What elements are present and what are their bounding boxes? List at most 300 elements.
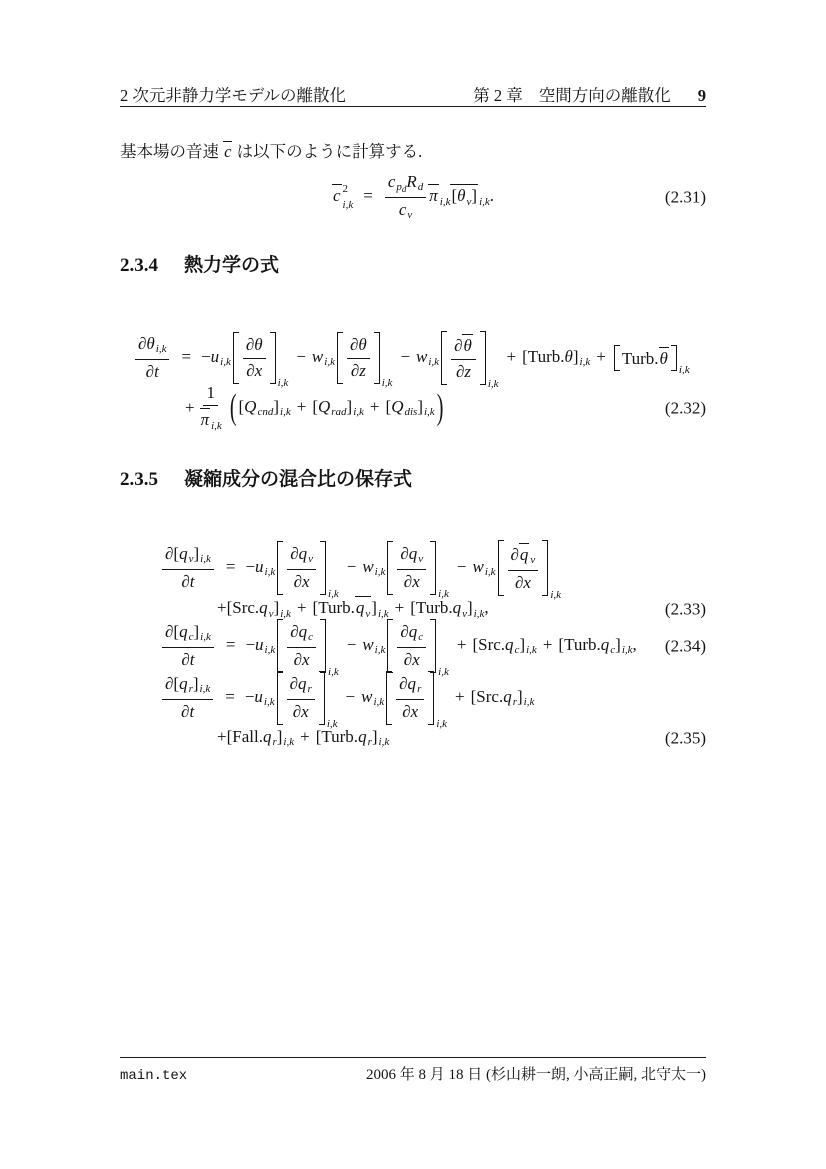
fraction-numerator	[508, 542, 539, 571]
section-heading-2-3-5	[120, 464, 412, 491]
math-subscript: i,k	[220, 356, 231, 369]
section-number: 2.3.5	[120, 469, 158, 490]
math-subscript: c	[188, 631, 194, 644]
math-text: −	[245, 634, 256, 654]
math-subscript: c	[610, 644, 616, 657]
math-operator: =	[225, 634, 236, 654]
math-run	[341, 556, 386, 580]
bracket-content	[283, 671, 319, 725]
fraction-numerator	[397, 621, 426, 648]
math-text: .	[489, 186, 495, 206]
math-variable: c	[224, 142, 232, 161]
intro-text	[120, 138, 422, 162]
intro-post: は以下のように計算する.	[232, 142, 423, 161]
math-run	[660, 349, 668, 369]
math-fraction	[162, 543, 214, 593]
math-overline	[355, 596, 371, 620]
math-run	[340, 686, 385, 710]
math-text: [Turb.	[558, 634, 601, 654]
bracket-content	[447, 331, 480, 385]
math-text: ]	[273, 598, 280, 618]
math-run	[404, 650, 420, 670]
math-subscript: i,k	[342, 198, 354, 211]
equation-2-31	[120, 167, 706, 227]
math-subscript: v	[418, 553, 424, 566]
math-text: ]	[467, 598, 473, 618]
math-subscript: cnd	[257, 406, 274, 419]
math-text: ]	[273, 396, 280, 416]
fraction-numerator	[287, 621, 316, 648]
math-run	[520, 545, 529, 565]
math-text: ,	[632, 634, 637, 654]
math-text: 1	[206, 382, 215, 402]
math-text: ]	[193, 543, 200, 563]
math-variable: Q	[317, 396, 331, 416]
math-variable: q	[262, 726, 272, 746]
math-operator: +	[300, 726, 310, 746]
math-variable: q	[358, 726, 367, 746]
equation-number: (2.35)	[664, 728, 706, 748]
right-bracket	[671, 345, 677, 371]
page-number: 9	[697, 86, 706, 105]
fraction-denominator	[401, 570, 423, 593]
math-text: ]	[276, 726, 283, 746]
math-variable: ∂z	[350, 360, 366, 380]
math-subscript: r	[272, 736, 277, 749]
math-run	[451, 556, 496, 580]
bracket-content	[620, 345, 671, 371]
bracket-content	[504, 540, 543, 596]
intro-pre: 基本場の音速	[120, 142, 224, 161]
section-heading-2-3-4	[120, 250, 279, 277]
math-text: ]	[371, 598, 377, 618]
right-bracket	[374, 332, 380, 384]
math-subscript: dis	[404, 406, 418, 419]
bracket-group	[614, 345, 690, 377]
math-subscript: c	[514, 644, 520, 657]
math-variable: ∂	[165, 673, 174, 693]
math-run	[294, 650, 310, 670]
right-bracket	[480, 331, 486, 385]
math-run	[246, 335, 263, 355]
math-run	[399, 674, 421, 697]
math-run	[449, 686, 534, 710]
math-variable: θ	[564, 346, 573, 366]
math-text: ,	[484, 598, 489, 618]
math-text: −	[201, 346, 211, 366]
math-variable: ∂θ	[138, 333, 155, 353]
math-subscript: i,k	[374, 566, 386, 579]
math-operator: =	[363, 185, 373, 205]
fraction-numerator	[203, 382, 218, 406]
bracket-subscript: i,k	[438, 588, 449, 601]
bracket-group	[387, 619, 449, 679]
right-bracket	[320, 619, 326, 673]
math-variable: ∂q	[290, 543, 308, 563]
math-subscript: i,k	[423, 406, 435, 419]
bracket-group	[386, 671, 448, 731]
math-supsub	[343, 184, 354, 211]
fraction-denominator	[178, 648, 197, 671]
math-run	[333, 186, 341, 206]
fraction-numerator	[162, 543, 214, 570]
math-run	[456, 362, 471, 382]
fraction-numerator	[162, 673, 213, 700]
math-subscript: v	[308, 553, 314, 566]
math-run	[138, 334, 166, 357]
math-subscript: i,k	[324, 356, 335, 369]
math-text: ]	[417, 396, 423, 416]
math-operator: +	[506, 346, 517, 366]
page-footer	[120, 1063, 706, 1084]
math-variable: u	[210, 346, 220, 366]
math-fraction	[197, 382, 225, 434]
math-subscript: i,k	[579, 356, 591, 369]
equation-2-32-line-1	[120, 329, 706, 391]
math-run	[388, 172, 423, 195]
math-subscript: i,k	[280, 607, 291, 620]
math-run	[622, 347, 669, 369]
math-run	[332, 184, 383, 211]
math-subscript: i,k	[280, 406, 291, 419]
math-operator: +	[596, 346, 606, 366]
math-variable: c	[387, 171, 396, 191]
math-variable: u	[255, 556, 264, 576]
math-overline	[462, 334, 472, 356]
math-text: [	[312, 396, 318, 416]
fraction-denominator	[178, 570, 197, 593]
section-number: 2.3.4	[120, 255, 158, 276]
bracket-content	[393, 541, 430, 595]
math-subscript: i,k	[621, 644, 633, 657]
math-subscript: i,k	[378, 736, 390, 749]
bracket-group	[387, 541, 449, 601]
math-subscript: i,k	[264, 566, 276, 579]
fraction-numerator	[396, 673, 424, 700]
fraction-numerator	[243, 334, 266, 358]
math-fraction	[135, 333, 169, 383]
math-subscript: c	[308, 631, 314, 644]
math-subscript: i,k	[264, 644, 276, 657]
bracket-subscript: i,k	[550, 589, 562, 602]
math-run	[351, 361, 366, 381]
chapter-section-title: 空間方向の離散化	[538, 86, 671, 105]
math-run	[294, 572, 310, 592]
math-subscript: r	[417, 683, 422, 696]
header-rule	[120, 106, 706, 107]
math-variable: ∂x	[514, 572, 531, 592]
math-run	[217, 726, 389, 750]
equation-number: (2.34)	[664, 636, 706, 656]
math-run	[216, 634, 275, 658]
math-subscript: v	[188, 553, 194, 566]
math-run	[463, 336, 471, 356]
math-fraction	[508, 542, 539, 594]
paren-content	[239, 396, 435, 420]
fraction-numerator	[385, 171, 426, 198]
math-fraction	[397, 543, 426, 593]
fraction-denominator	[291, 648, 313, 671]
math-variable: ∂z	[455, 361, 471, 381]
math-subscript: rad	[331, 406, 347, 419]
math-text: [Turb.	[522, 346, 565, 366]
math-run	[181, 650, 194, 670]
math-text: ]	[572, 346, 579, 366]
math-variable: q	[519, 544, 529, 564]
fraction-denominator	[396, 198, 415, 224]
equation-number: (2.31)	[664, 187, 706, 207]
fraction-numerator	[397, 543, 426, 570]
math-run	[215, 686, 274, 710]
math-variable: w	[472, 556, 484, 576]
math-text: ]	[346, 396, 353, 416]
math-overline	[332, 184, 342, 206]
bracket-subscript: i,k	[277, 377, 289, 390]
bracket-subscript: i,k	[436, 718, 448, 731]
equation-2-35-line-1	[120, 671, 706, 731]
math-variable: q	[179, 673, 188, 693]
math-operator: +	[296, 598, 307, 618]
math-fraction	[287, 673, 315, 723]
math-fraction	[162, 621, 214, 671]
math-variable: c	[398, 199, 407, 219]
math-variable: q	[505, 634, 514, 654]
math-subscript: i,k	[439, 195, 451, 208]
fraction-denominator	[453, 360, 474, 383]
math-text: ]	[517, 686, 523, 706]
math-fraction	[347, 334, 370, 382]
math-operator: +	[456, 634, 467, 654]
fraction-numerator	[347, 334, 370, 358]
math-variable: u	[254, 686, 263, 706]
math-subscript: v	[530, 554, 536, 567]
math-fraction	[397, 621, 426, 671]
math-variable: ∂	[165, 543, 174, 563]
math-operator: −	[456, 556, 467, 576]
math-text: −	[244, 686, 255, 706]
fraction-numerator	[162, 621, 214, 648]
math-variable: ∂q	[400, 621, 418, 641]
math-text: [Turb.	[312, 598, 355, 618]
math-variable: w	[416, 346, 428, 366]
math-run	[356, 598, 370, 620]
math-variable: q	[179, 621, 188, 641]
math-subscript: i,k	[473, 607, 485, 620]
right-bracket	[320, 541, 326, 595]
math-operator: +	[455, 686, 465, 706]
math-run	[171, 346, 230, 370]
equation-2-34	[120, 619, 706, 679]
math-subscript: i,k	[211, 419, 222, 432]
math-operator: +	[542, 634, 553, 654]
math-fraction	[396, 673, 424, 723]
fraction-denominator	[290, 700, 312, 723]
math-text: [Src.	[470, 686, 504, 706]
math-text: ]	[615, 634, 621, 654]
math-variable: ∂x	[246, 360, 263, 380]
math-run	[293, 702, 309, 722]
math-variable: ∂t	[181, 571, 195, 591]
math-variable: q	[259, 598, 268, 618]
math-superscript: 2	[342, 182, 349, 195]
math-operator: +	[296, 396, 307, 416]
math-run	[454, 334, 473, 356]
math-run	[290, 346, 335, 370]
math-run	[350, 335, 367, 355]
math-variable: c	[332, 185, 341, 205]
math-sub-subscript: d	[401, 183, 407, 194]
math-run	[429, 186, 438, 206]
math-text: [	[173, 673, 180, 693]
fraction-denominator	[348, 359, 369, 382]
math-run	[246, 361, 262, 381]
math-text: [Turb.	[410, 598, 453, 618]
math-operator: =	[181, 346, 192, 366]
math-run	[402, 702, 418, 722]
math-variable: ∂q	[290, 621, 308, 641]
math-variable: w	[362, 634, 374, 654]
math-subscript: i,k	[200, 553, 211, 566]
math-variable: ∂t	[181, 701, 195, 721]
math-operator: +	[369, 396, 380, 416]
math-subscript: i,k	[283, 736, 295, 749]
math-run	[165, 674, 210, 697]
right-bracket	[428, 671, 434, 725]
section-title: 凝縮成分の混合比の保存式	[184, 469, 413, 490]
math-text: [	[451, 186, 458, 206]
bracket-subscript: i,k	[381, 377, 393, 390]
math-run	[341, 634, 386, 658]
math-variable: u	[255, 634, 264, 654]
math-text: ]	[192, 673, 199, 693]
math-fraction	[451, 333, 476, 383]
math-variable: ∂x	[293, 571, 310, 591]
math-fraction	[287, 543, 316, 593]
fraction-numerator	[135, 333, 169, 360]
math-variable: ∂	[510, 544, 519, 564]
math-subscript: i,k	[479, 195, 490, 208]
math-operator: −	[400, 346, 411, 366]
bracket-group	[441, 331, 499, 391]
math-subscript: r	[188, 683, 193, 696]
math-text: [Src.	[472, 634, 506, 654]
math-run	[181, 702, 194, 722]
fraction-numerator	[287, 543, 316, 570]
math-subscript: r	[367, 736, 372, 749]
math-variable: ∂x	[403, 649, 420, 669]
math-subscript: c	[418, 631, 424, 644]
math-variable: ∂t	[145, 361, 159, 381]
math-run	[290, 544, 313, 567]
paren-group	[228, 387, 446, 427]
math-run	[200, 408, 222, 433]
math-variable: ∂x	[402, 701, 419, 721]
bracket-content	[392, 671, 428, 725]
math-subscript: r	[512, 696, 517, 709]
fraction-denominator	[243, 359, 265, 382]
footer-date-authors: 2006 年 8 月 18 日 (杉山耕一朗, 小高正嗣, 北守太一)	[366, 1067, 706, 1083]
math-variable: ∂	[165, 621, 174, 641]
math-run	[451, 634, 637, 658]
math-variable: ∂q	[289, 673, 307, 693]
math-operator: −	[296, 346, 306, 366]
equation-number: (2.32)	[664, 398, 706, 418]
math-subscript: i,k	[374, 644, 386, 657]
math-subscript: v	[466, 195, 472, 208]
right-bracket	[430, 619, 436, 673]
math-text: +	[185, 398, 195, 418]
math-variable: ∂q	[400, 543, 418, 563]
math-run	[428, 184, 494, 209]
math-variable: q	[503, 686, 512, 706]
bracket-subscript: i,k	[438, 666, 449, 679]
math-subscript: p	[396, 181, 402, 194]
bracket-subscript: i,k	[328, 666, 339, 679]
math-overline	[450, 184, 478, 208]
math-subscript: i,k	[377, 607, 389, 620]
math-text: Turb.	[621, 348, 659, 368]
math-subscript: d	[417, 181, 424, 194]
math-operator: −	[346, 556, 357, 576]
math-variable: w	[362, 556, 374, 576]
bracket-subscript: i,k	[328, 588, 339, 601]
fraction-denominator	[512, 571, 534, 594]
math-fraction	[243, 334, 266, 382]
bracket-content	[239, 332, 270, 384]
fraction-numerator	[451, 333, 476, 359]
math-text: +[Fall.	[217, 726, 263, 746]
math-variable: ∂q	[399, 673, 417, 693]
math-variable: ∂x	[292, 701, 309, 721]
right-bracket	[270, 332, 276, 384]
math-operator: −	[346, 634, 357, 654]
math-variable: ∂x	[403, 571, 420, 591]
math-variable: ∂θ	[245, 335, 263, 355]
math-operator: −	[345, 686, 356, 706]
math-subscript: i,k	[484, 566, 496, 579]
math-variable: R	[406, 171, 417, 191]
math-variable: θ	[463, 336, 472, 356]
right-paren: )	[436, 387, 444, 427]
math-subscript: i,k	[428, 356, 440, 369]
math-operator: =	[225, 686, 235, 706]
page-header	[120, 82, 706, 106]
math-run	[217, 596, 489, 621]
math-run	[216, 556, 275, 580]
bracket-group	[277, 671, 338, 731]
bracket-content	[393, 619, 430, 673]
math-run	[165, 544, 211, 567]
fraction-numerator	[287, 673, 315, 700]
bracket-content	[283, 619, 320, 673]
bracket-content	[343, 332, 374, 384]
math-run	[400, 622, 423, 645]
equation-2-35-line-2	[120, 724, 706, 752]
math-run	[400, 544, 423, 567]
math-subscript: i,k	[373, 696, 385, 709]
math-run	[404, 572, 420, 592]
bracket-subscript: i,k	[487, 378, 499, 391]
math-text: +[Src.	[217, 598, 260, 618]
math-variable: q	[355, 598, 365, 618]
section-title: 熱力学の式	[184, 255, 280, 276]
math-run	[511, 543, 536, 568]
math-text: [	[173, 543, 180, 563]
math-subscript: v	[268, 607, 274, 620]
math-subscript: v	[407, 209, 413, 222]
bracket-subscript: i,k	[678, 364, 690, 377]
math-run	[290, 674, 312, 697]
